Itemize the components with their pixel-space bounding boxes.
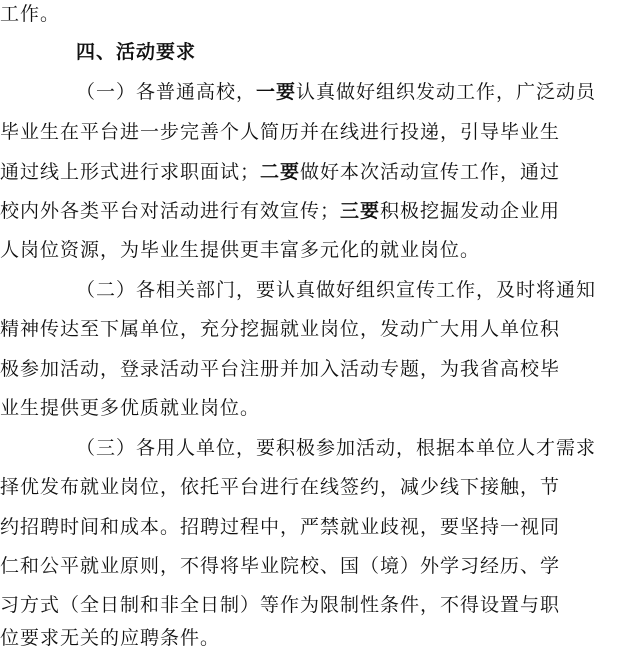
paragraph-2-line-4: 业生提供更多优质就业岗位。 bbox=[0, 397, 261, 419]
paragraph-1-line-4: 校内外各类平台对活动进行有效宣传；三要积极挖掘发动企业用 bbox=[0, 200, 561, 222]
paragraph-2-line-2: 精神传达至下属单位，充分挖掘就业岗位，发动广大用人单位积 bbox=[0, 318, 561, 340]
paragraph-2-line-1: （二）各相关部门，要认真做好组织宣传工作，及时将通知 bbox=[76, 279, 597, 301]
section-heading: 四、活动要求 bbox=[76, 41, 197, 63]
paragraph-3-line-1: （三）各用人单位，要积极参加活动，根据本单位人才需求 bbox=[76, 437, 597, 459]
paragraph-1-line-5: 人岗位资源，为毕业生提供更丰富多元化的就业岗位。 bbox=[0, 239, 481, 261]
paragraph-3-line-5: 习方式（全日制和非全日制）等作为限制性条件，不得设置与职 bbox=[0, 594, 561, 616]
paragraph-1-line-3: 通过线上形式进行求职面试；二要做好本次活动宣传工作，通过 bbox=[0, 161, 561, 183]
paragraph-2-line-3: 极参加活动，登录活动平台注册并加入活动专题，为我省高校毕 bbox=[0, 358, 561, 380]
emphasis-second: 二要 bbox=[260, 161, 301, 183]
text-line: 工作。 bbox=[0, 3, 61, 25]
paragraph-3-line-4: 仁和公平就业原则，不得将毕业院校、国（境）外学习经历、学 bbox=[0, 555, 561, 577]
emphasis-third: 三要 bbox=[340, 200, 381, 222]
emphasis-first: 一要 bbox=[256, 81, 297, 103]
paragraph-3-line-3: 约招聘时间和成本。招聘过程中，严禁就业歧视，要坚持一视同 bbox=[0, 516, 561, 538]
paragraph-3-line-6: 位要求无关的应聘条件。 bbox=[0, 627, 221, 649]
paragraph-1-line-2: 毕业生在平台进一步完善个人简历并在线进行投递，引导毕业生 bbox=[0, 121, 561, 143]
paragraph-3-line-2: 择优发布就业岗位，依托平台进行在线签约，减少线下接触，节 bbox=[0, 476, 561, 498]
paragraph-1-line-1: （一）各普通高校，一要认真做好组织发动工作，广泛动员 bbox=[76, 81, 597, 103]
